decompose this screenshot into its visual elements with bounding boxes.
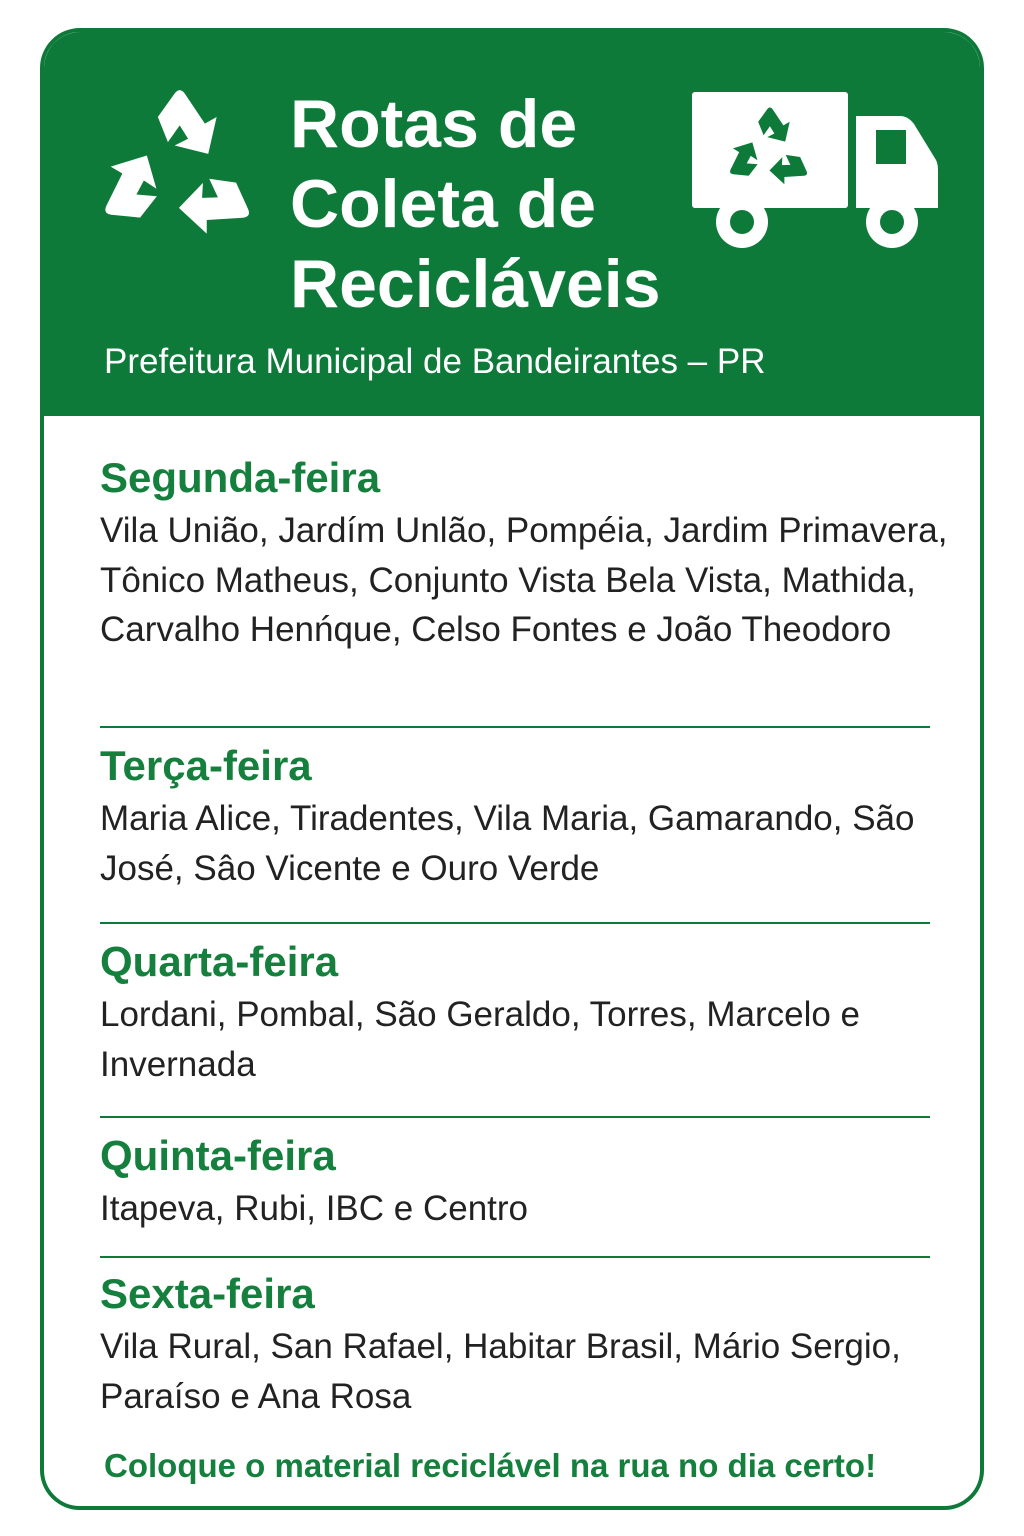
day-neighborhoods: Lordani, Pombal, São Geraldo, Torres, Marcelo e Invernada (100, 995, 861, 1084)
municipality-subtitle: Prefeitura Municipal de Bandeirantes – PR (104, 342, 766, 381)
title-line-1: Rotas de (290, 86, 578, 162)
day-neighborhoods: Maria Alice, Tiradentes, Vila Maria, Gamarando, São José, Sâo Vicente e Ouro Verde (100, 799, 915, 888)
footer-reminder: Coloque o material reciclável na rua no dia certo! (104, 1447, 877, 1484)
day-heading: Segunda-feira (100, 454, 381, 501)
day-heading: Quarta-feira (100, 938, 339, 985)
recycle-icon (94, 80, 262, 248)
day-block-segunda (100, 442, 948, 728)
recycling-schedule-card (40, 28, 984, 1510)
day-heading: Terça-feira (100, 742, 312, 789)
title-line-2: Coleta de (290, 166, 597, 242)
day-neighborhoods: Vila União, Jardím Unlão, Pompéia, Jardim Primavera, Tônico Matheus, Conjunto Vista Bela Vista, Mathida, Carvalho Henńque, Celso Fontes e João Theodoro (100, 511, 948, 649)
day-neighborhoods: Vila Rural, San Rafael, Habitar Brasil, Mário Sergio, Paraíso e Ana Rosa (100, 1327, 901, 1416)
title-line-3: Recicláveis (290, 246, 661, 322)
page-title (290, 84, 661, 324)
recycling-truck-icon (686, 86, 942, 252)
header-banner (44, 32, 980, 416)
day-heading: Sexta-feira (100, 1270, 315, 1317)
day-neighborhoods: Itapeva, Rubi, IBC e Centro (100, 1189, 528, 1228)
day-block-quarta (100, 924, 930, 1118)
day-block-quinta (100, 1118, 930, 1258)
day-block-sexta (100, 1258, 930, 1428)
day-block-terca (100, 728, 930, 924)
day-heading: Quinta-feira (100, 1132, 336, 1179)
collection-schedule (100, 442, 948, 1428)
